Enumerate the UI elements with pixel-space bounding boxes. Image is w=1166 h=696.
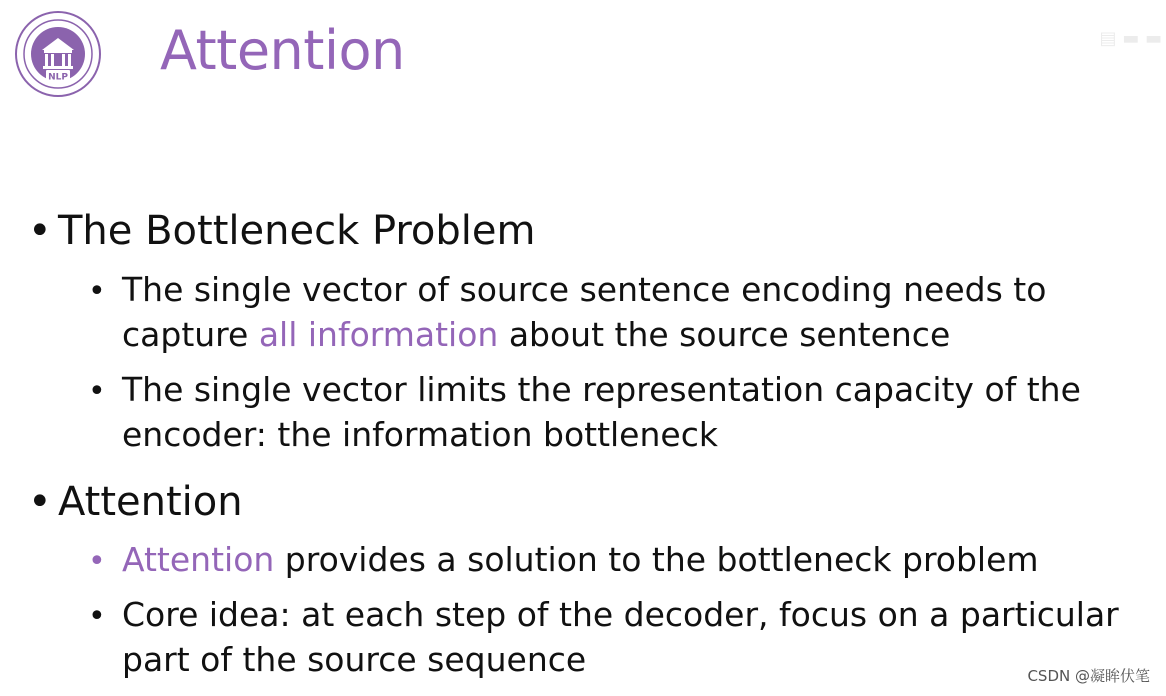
sub-bullet-text: part of the source sequence (122, 640, 587, 679)
bullet-dot: • (88, 374, 106, 409)
sub-bullet-line: Core idea: at each step of the decoder, focus on a particular (122, 595, 1119, 634)
sub-bullet-text: about the source sentence (498, 315, 951, 354)
csdn-watermark: CSDN @凝眸伏笔 (1027, 667, 1150, 685)
bullet-dot: • (28, 208, 52, 254)
sub-bullet-line: The single vector of source sentence encoding needs to (122, 270, 1047, 309)
sub-bullet-text: provides a solution to the bottleneck problem (274, 540, 1039, 579)
logo-text: NLP (48, 72, 68, 83)
highlight-all-information: all information (258, 315, 499, 354)
sub-bullet-continuation (122, 637, 586, 682)
sub-bullet-core-idea (88, 592, 1119, 639)
highlight-attention: Attention (122, 540, 275, 579)
corner-decoration: ▤ ▬ ▬ (1099, 28, 1162, 49)
bullet-dot: • (88, 274, 106, 309)
sub-bullet-attention-solution (88, 537, 1039, 584)
sub-bullet-text: capture (122, 315, 259, 354)
bullet-dot: • (28, 479, 52, 525)
bullet-label: The Bottleneck Problem (58, 208, 536, 254)
bullet-dot: • (88, 599, 106, 634)
bullet-label: Attention (58, 479, 243, 525)
sub-bullet-continuation (122, 312, 950, 357)
sub-bullet-text: encoder: the information bottleneck (122, 415, 718, 454)
bullet-dot: • (88, 544, 106, 579)
slide-title: Attention (160, 19, 405, 82)
sub-bullet-continuation (122, 412, 718, 457)
bullet-attention (28, 478, 243, 526)
sub-bullet-single-vector-capture (88, 267, 1046, 314)
bullet-bottleneck-problem (28, 207, 535, 255)
sub-bullet-single-vector-limits (88, 367, 1081, 414)
sub-bullet-line: The single vector limits the representation capacity of the (122, 370, 1081, 409)
